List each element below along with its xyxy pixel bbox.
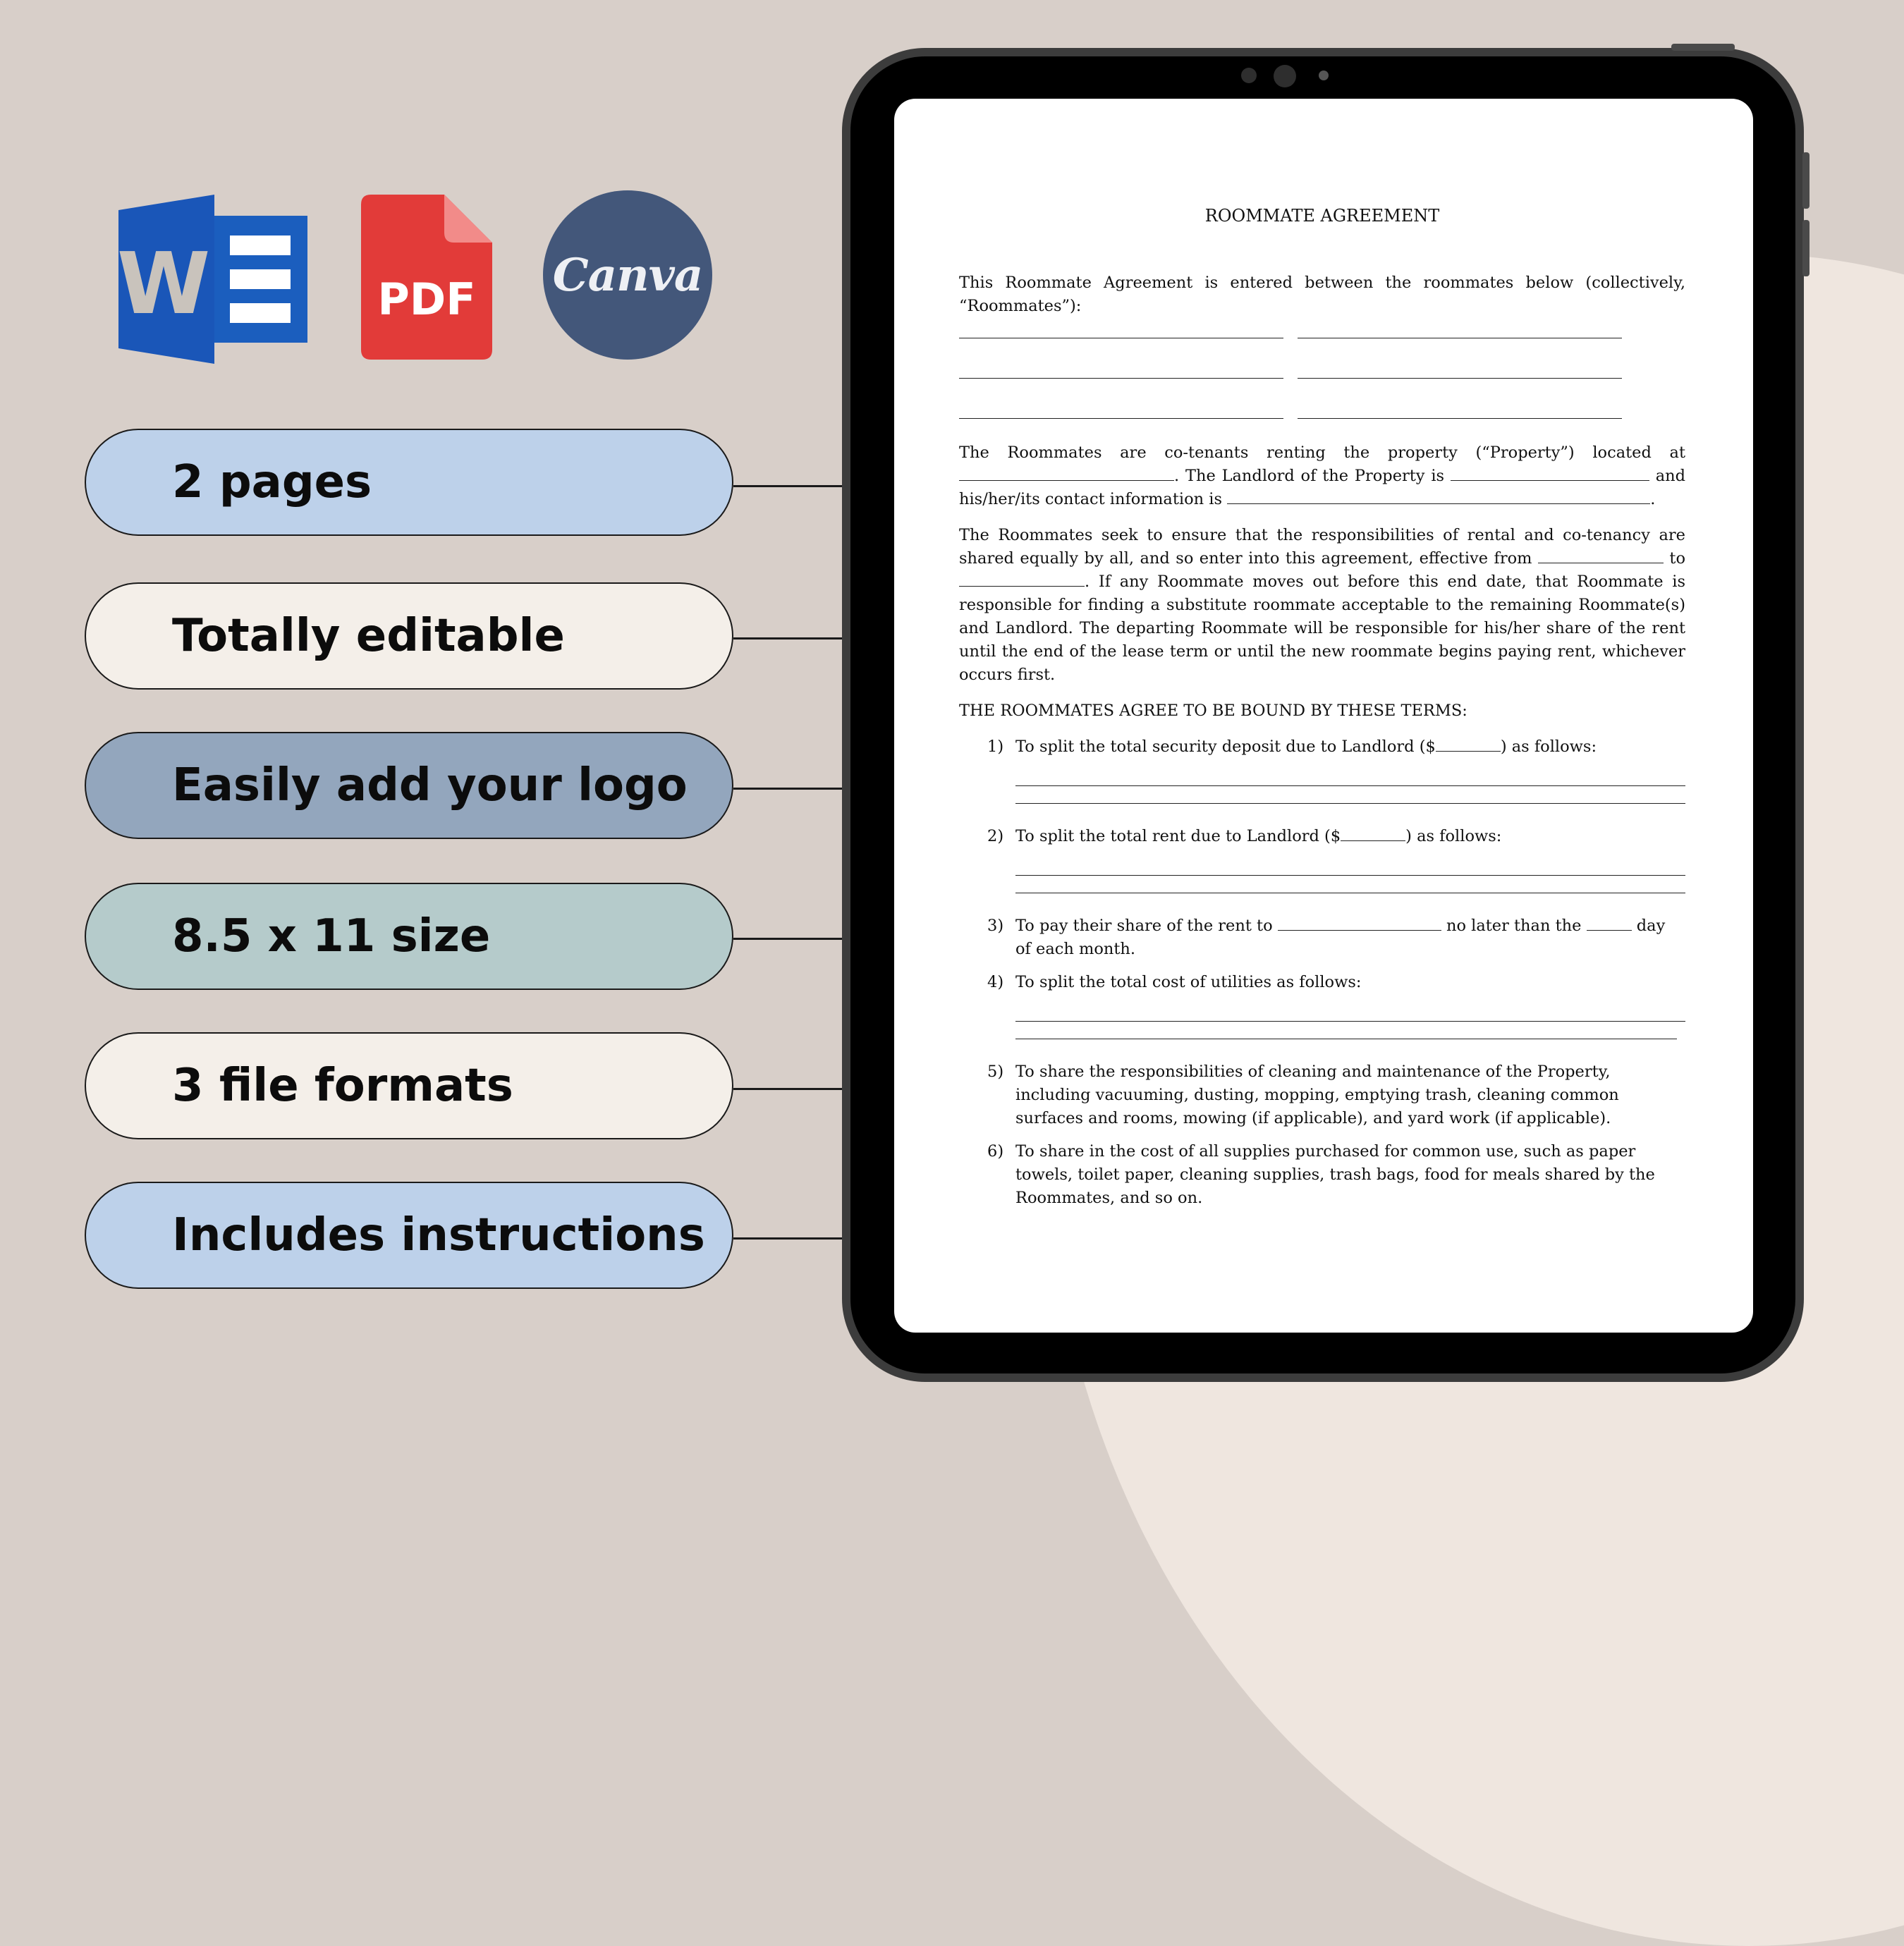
term-item: 1) To split the total security deposit due to Landlord ($ ) as follows:	[987, 735, 1685, 759]
term-item: 3) To pay their share of the rent to no later than the day of each month.	[987, 914, 1685, 961]
tablet-screen	[894, 99, 1753, 1333]
word-icon	[118, 195, 309, 364]
feature-pill-size	[85, 883, 733, 990]
tablet-camera	[1274, 65, 1296, 87]
format-icons	[0, 0, 776, 395]
canva-label: Canva	[552, 248, 703, 302]
signature-line[interactable]	[959, 332, 1283, 338]
pdf-icon	[361, 195, 492, 360]
contact-blank[interactable]	[1227, 488, 1650, 504]
term-item: 2) To split the total rent due to Landlord ($ ) as follows:	[987, 825, 1685, 848]
fill-line[interactable]	[1015, 1004, 1685, 1022]
pill-connector	[733, 788, 846, 790]
fill-line[interactable]	[1015, 876, 1685, 893]
fill-line[interactable]	[1015, 786, 1685, 804]
property-paragraph: The Roommates are co-tenants renting the property (“Property”) located at . The Landlord of the Property is and his/her/its contact information is .	[959, 443, 1686, 508]
feature-pill-formats	[85, 1032, 733, 1139]
intro-paragraph: This Roommate Agreement is entered between the roommates below (collectively, “Roommates”):	[959, 274, 1685, 315]
agreement-document	[959, 204, 1685, 1220]
landlord-blank[interactable]	[1451, 465, 1649, 481]
term-item: 4) To split the total cost of utilities as follows:	[987, 973, 1362, 991]
pill-connector	[733, 1088, 846, 1090]
feature-pill-instructions	[85, 1182, 733, 1289]
tablet-volume-down-button	[1802, 220, 1810, 276]
tablet-top-button	[1671, 44, 1735, 51]
feature-pill-pages	[85, 429, 733, 536]
feature-label: Totally editable	[172, 610, 565, 662]
day-blank[interactable]	[1587, 914, 1632, 931]
fill-line[interactable]	[1015, 1022, 1677, 1039]
signature-line[interactable]	[1298, 372, 1622, 379]
term-item: 5) To share the responsibilities of cleaning and maintenance of the Property, including vacuuming, dusting, mopping, emptying trash, cleaning common surfaces and rooms, mowing (if applicable), and yard work (if applicable).	[987, 1063, 1619, 1127]
fill-line[interactable]	[1015, 769, 1685, 786]
end-date-blank[interactable]	[959, 570, 1085, 587]
feature-pill-logo	[85, 732, 733, 839]
tablet-volume-up-button	[1802, 152, 1810, 209]
pill-connector	[733, 938, 846, 940]
signature-line[interactable]	[1298, 412, 1622, 419]
tablet-light-sensor	[1319, 71, 1329, 80]
signature-line[interactable]	[959, 412, 1283, 419]
deposit-amount-blank[interactable]	[1436, 735, 1501, 752]
address-blank[interactable]	[959, 465, 1174, 481]
signature-line[interactable]	[1298, 332, 1622, 338]
pill-connector	[733, 637, 846, 640]
responsibilities-paragraph: The Roommates seek to ensure that the responsibilities of rental and co-tenancy are shared equally by all, and so enter into this agreement, effective from to . If any Roommate moves out before this end date, that Roommate is responsible for finding a substitute roommate acceptable to the remaining Roommate(s) and Landlord. The departing Roommate will be responsible for his/her share of the rent until the end of the lease term or until the new roommate begins paying rent, whichever occurs first.	[959, 526, 1685, 684]
feature-label: 2 pages	[172, 456, 372, 508]
feature-label: 8.5 x 11 size	[172, 910, 491, 962]
terms-heading: THE ROOMMATES AGREE TO BE BOUND BY THESE TERMS:	[959, 702, 1467, 720]
start-date-blank[interactable]	[1538, 547, 1664, 563]
rent-amount-blank[interactable]	[1341, 825, 1405, 841]
pdf-label: PDF	[377, 274, 476, 325]
pill-connector	[733, 1237, 846, 1240]
fill-line[interactable]	[1015, 858, 1685, 876]
signature-line[interactable]	[959, 372, 1283, 379]
canva-icon	[543, 190, 712, 360]
roommate-signature-lines	[959, 332, 1685, 419]
svg-text:W: W	[118, 235, 211, 333]
feature-label: Easily add your logo	[172, 759, 688, 812]
feature-label: 3 file formats	[172, 1060, 513, 1112]
document-title: ROOMMATE AGREEMENT	[1204, 206, 1440, 226]
payee-blank[interactable]	[1278, 914, 1441, 931]
feature-label: Includes instructions	[172, 1209, 705, 1261]
term-item: 6) To share in the cost of all supplies purchased for common use, such as paper towels, toilet paper, cleaning supplies, trash bags, food for meals shared by the Roommates, and so on.	[987, 1142, 1655, 1207]
feature-pill-editable	[85, 582, 733, 690]
pill-connector	[733, 485, 846, 487]
tablet-sensor	[1241, 68, 1257, 83]
